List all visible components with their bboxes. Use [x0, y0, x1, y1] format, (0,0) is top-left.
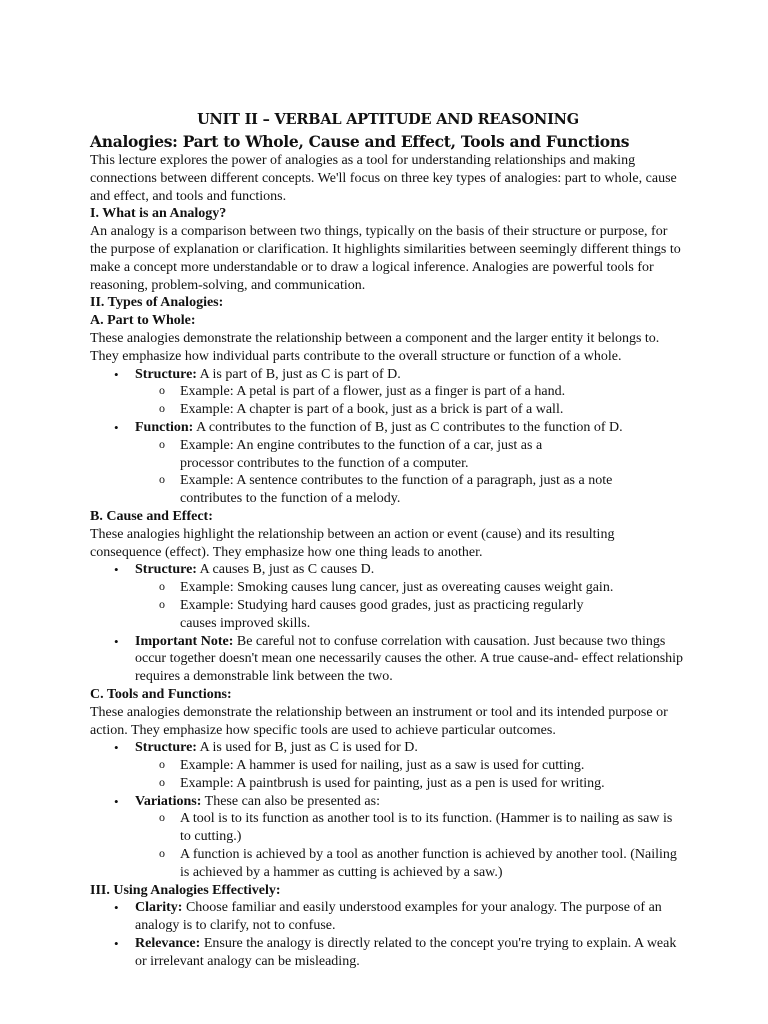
example-item: o Example: A petal is part of a flower, just as a finger is part of a hand. — [135, 383, 686, 401]
lecture-title: Analogies: Part to Whole, Cause and Effect, Tools and Functions — [90, 132, 630, 151]
tools-functions-heading: C. Tools and Functions: — [90, 686, 232, 702]
item-text: These can also be presented as: — [201, 793, 380, 809]
section-what-is-analogy-heading: I. What is an Analogy? — [90, 206, 227, 222]
item-text: Be careful not to confuse correlation with causation. Just because two things occur together doesn't mean one necessarily causes the other. A true cause-and- effect relationship requires a demonstrable link between the two. — [135, 633, 684, 685]
section-using-effectively-heading: III. Using Analogies Effectively: — [90, 882, 281, 898]
example-item: o Example: A hammer is used for nailing, just as a saw is used for cutting. — [135, 757, 686, 775]
item-label: Variations: — [135, 793, 202, 809]
item-text: Ensure the analogy is directly related to the concept you're trying to explain. A weak or irrelevant analogy can be misleading. — [135, 936, 677, 969]
item-text: A causes B, just as C causes D. — [196, 562, 375, 578]
cause-effect-list — [90, 561, 686, 686]
example-item: o Example: A chapter is part of a book, just as a brick is part of a wall. — [135, 401, 686, 419]
item-label: Function: — [135, 419, 194, 435]
part-to-whole-body: These analogies demonstrate the relationship between a component and the larger entity it belongs to. They emphasize how individual parts contribute to the overall structure or function of a whole. — [90, 330, 660, 364]
example-list — [135, 579, 686, 632]
list-item — [90, 899, 686, 935]
item-label: Important Note: — [135, 633, 234, 649]
list-item — [90, 633, 686, 686]
intro-paragraph: This lecture explores the power of analogies as a tool for understanding relationships and making connections between different concepts. We'll focus on three key types of analogies: part to whole, cause and effect, and tools and functions. — [90, 153, 677, 204]
example-item: o A function is achieved by a tool as another function is achieved by another tool. (Nailing is achieved by a hammer as cutting is achieved by a saw.) — [135, 846, 686, 882]
using-effectively-list — [90, 899, 686, 970]
item-label: Clarity: — [135, 900, 183, 916]
section-what-is-analogy-body: An analogy is a comparison between two things, typically on the basis of their structure or purpose, for the purpose of explanation or clarification. It highlights similarities between seemingly different things to make a concept more understandable or to draw a logical inference. Analogies are powerful tools for reasoning, problem-solving, and communication. — [90, 224, 681, 293]
example-list — [135, 810, 686, 881]
part-to-whole-list — [90, 366, 686, 508]
list-item — [90, 366, 686, 419]
example-item: o Example: Studying hard causes good grades, just as practicing regularly causes improved skills. — [135, 597, 686, 633]
item-text: A is used for B, just as C is used for D. — [196, 740, 418, 756]
cause-effect-heading: B. Cause and Effect: — [90, 508, 213, 524]
list-item — [90, 935, 686, 971]
section-types-heading: II. Types of Analogies: — [90, 295, 224, 311]
list-item — [90, 739, 686, 792]
example-item: o Example: A paintbrush is used for painting, just as a pen is used for writing. — [135, 775, 686, 793]
item-label: Structure: — [135, 366, 197, 382]
example-item: o Example: A sentence contributes to the function of a paragraph, just as a note contributes to the function of a melody. — [135, 472, 686, 508]
tools-functions-list — [90, 739, 686, 881]
example-item: o A tool is to its function as another tool is to its function. (Hammer is to nailing as saw is to cutting.) — [135, 810, 686, 846]
item-label: Relevance: — [135, 936, 201, 952]
example-list — [135, 437, 686, 508]
example-list — [135, 383, 686, 419]
tools-functions-body: These analogies demonstrate the relationship between an instrument or tool and its intended purpose or action. They emphasize how specific tools are used to achieve particular outcomes. — [90, 704, 668, 738]
item-text: A contributes to the function of B, just as C contributes to the function of D. — [193, 419, 623, 435]
item-label: Structure: — [135, 562, 197, 578]
example-item: o Example: Smoking causes lung cancer, just as overeating causes weight gain. — [135, 579, 686, 597]
example-item: o Example: An engine contributes to the function of a car, just as a processor contributes to the function of a computer. — [135, 437, 686, 473]
cause-effect-body: These analogies highlight the relationship between an action or event (cause) and its resulting consequence (effect). They emphasize how one thing leads to another. — [90, 526, 615, 560]
example-list — [135, 757, 686, 793]
item-label: Structure: — [135, 740, 197, 756]
list-item — [90, 793, 686, 882]
unit-title: UNIT II – VERBAL APTITUDE AND REASONING — [197, 111, 579, 128]
item-text: A is part of B, just as C is part of D. — [196, 366, 401, 382]
list-item — [90, 419, 686, 508]
part-to-whole-heading: A. Part to Whole: — [90, 313, 196, 329]
list-item — [90, 561, 686, 632]
document-page — [90, 110, 686, 971]
item-text: Choose familiar and easily understood examples for your analogy. The purpose of an analogy is to clarify, not to confuse. — [135, 900, 662, 934]
